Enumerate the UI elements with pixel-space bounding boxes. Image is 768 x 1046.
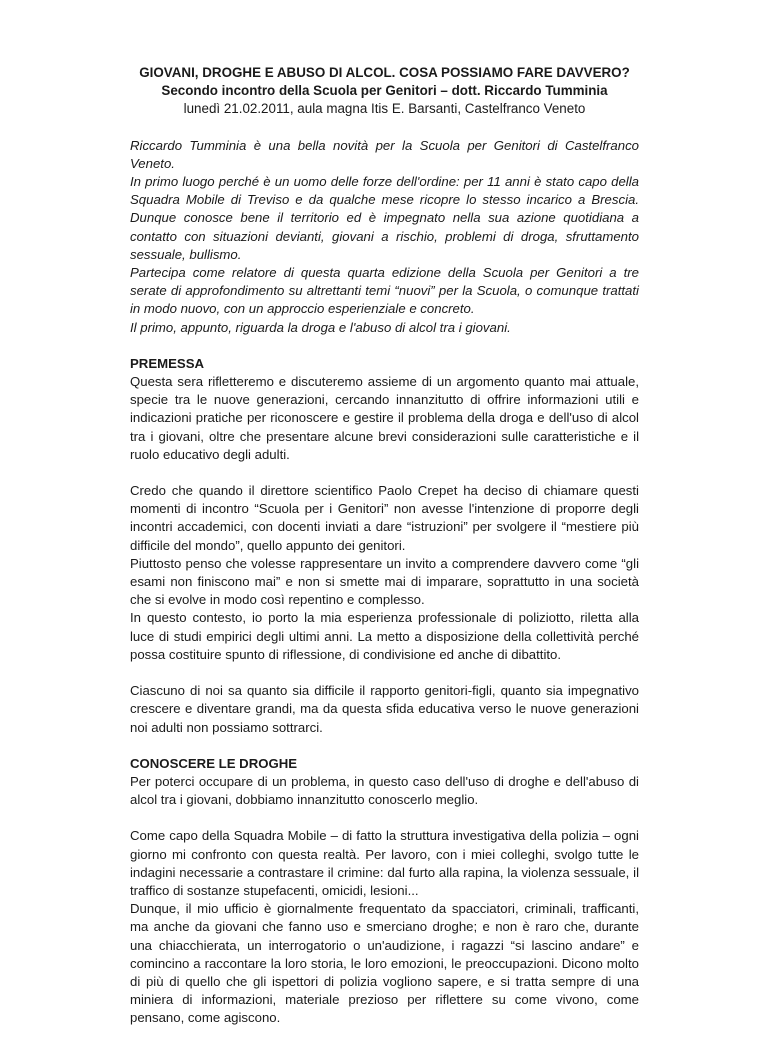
- body-paragraph: Piuttosto penso che volesse rappresentare un invito a comprendere davvero come “gli esami non finiscono mai” e non si smette mai di imparare, soprattutto in una società che si evolve in modo così repentino e complesso.: [130, 555, 639, 608]
- body-paragraph: Credo che quando il direttore scientifico Paolo Crepet ha deciso di chiamare questi momenti di incontro “Scuola per i Genitori” non avesse l'intenzione di proporre degli incontri accademici, con docenti inviati a dare “istruzioni” per svolgere il “mestiere più difficile del mondo”, quello appunto dei genitori.: [130, 483, 639, 553]
- section-heading: CONOSCERE LE DROGHE: [130, 755, 298, 771]
- body-paragraph: In questo contesto, io porto la mia esperienza professionale di poliziotto, riletta alla luce di studi empirici degli ultimi anni. La metto a disposizione della collettività perché possa costituire spunto di riflessione, di condivisione ed anche di dibattito.: [130, 610, 639, 662]
- intro-paragraph: Riccardo Tumminia è una bella novità per la Scuola per Genitori di Castelfranco Veneto.: [130, 137, 639, 171]
- body-paragraph: Dunque, il mio ufficio è giornalmente frequentato da spacciatori, criminali, trafficanti, ma anche da giovani che fanno uso e smerciano droghe; e non è raro che, durante una chiacchierata, un interrogatorio o un'audizione, i ragazzi “si lascino andare” e comincino a raccontare la loro storia, le loro emozioni, le preoccupazioni. Dicono molto di più di quello che gli ispettori di polizia vogliono sapere, e si tratta sempre di una miniera di informazioni, materiale prezioso per riflettere su come vivono, come pensano, come agiscono.: [130, 901, 639, 1026]
- document-header: [130, 64, 639, 119]
- body-paragraph: Per poterci occupare di un problema, in questo caso dell'uso di droghe e dell'abuso di alcol tra i giovani, dobbiamo innanzitutto conoscerlo meglio.: [130, 773, 639, 808]
- document-dateline: lunedì 21.02.2011, aula magna Itis E. Barsanti, Castelfranco Veneto: [183, 101, 586, 117]
- document-title: GIOVANI, DROGHE E ABUSO DI ALCOL. COSA POSSIAMO FARE DAVVERO?: [139, 65, 630, 80]
- body-paragraph: Come capo della Squadra Mobile – di fatto la struttura investigativa della polizia – ogni giorno mi confronto con questa realtà. Per lavoro, con i miei colleghi, svolgo tutte le indagini necessarie a contrastare il crimine: dal furto alla rapina, la violenza sessuale, il traffico di sostanze stupefacenti, omicidi, lesioni...: [130, 828, 639, 898]
- body-paragraph: Ciascuno di noi sa quanto sia difficile il rapporto genitori-figli, quanto sia impegnativo crescere e diventare grandi, ma da questa sfida educativa verso le nuove generazioni noi adulti non possiamo sottrarci.: [130, 683, 639, 735]
- intro-paragraph: In primo luogo perché è un uomo delle forze dell'ordine: per 11 anni è stato capo della Squadra Mobile di Treviso e da qualche mese ricopre lo stesso incarico a Brescia. Dunque conosce bene il territorio ed è impegnato nella sua azione quotidiana a contatto con situazioni devianti, giovani a rischio, problemi di droga, sfruttamento sessuale, bullismo.: [130, 174, 639, 262]
- section-premessa: [130, 355, 639, 737]
- section-conoscere-le-droghe: [130, 755, 639, 1028]
- document-page: [130, 64, 639, 1046]
- body-paragraph: Questa sera rifletteremo e discuteremo assieme di un argomento quanto mai attuale, specie tra le nuove generazioni, cercando innanzitutto di offrire informazioni utili e indicazioni pratiche per riconoscere e gestire il problema della droga e dell'uso di alcol tra i giovani, oltre che presentare alcune brevi considerazioni sulle caratteristiche e il ruolo educativo degli adulti.: [130, 374, 639, 462]
- section-heading: PREMESSA: [130, 355, 205, 371]
- intro-block: [130, 137, 639, 337]
- intro-paragraph: Partecipa come relatore di questa quarta edizione della Scuola per Genitori a tre serate di approfondimento su altrettanti temi “nuovi” per la Scuola, o comunque trattati in modo nuovo, con un approccio esperienziale e concreto.: [130, 265, 639, 317]
- intro-paragraph: Il primo, appunto, riguarda la droga e l'abuso di alcol tra i giovani.: [130, 319, 511, 335]
- document-subtitle: Secondo incontro della Scuola per Genitori – dott. Riccardo Tumminia: [161, 83, 608, 99]
